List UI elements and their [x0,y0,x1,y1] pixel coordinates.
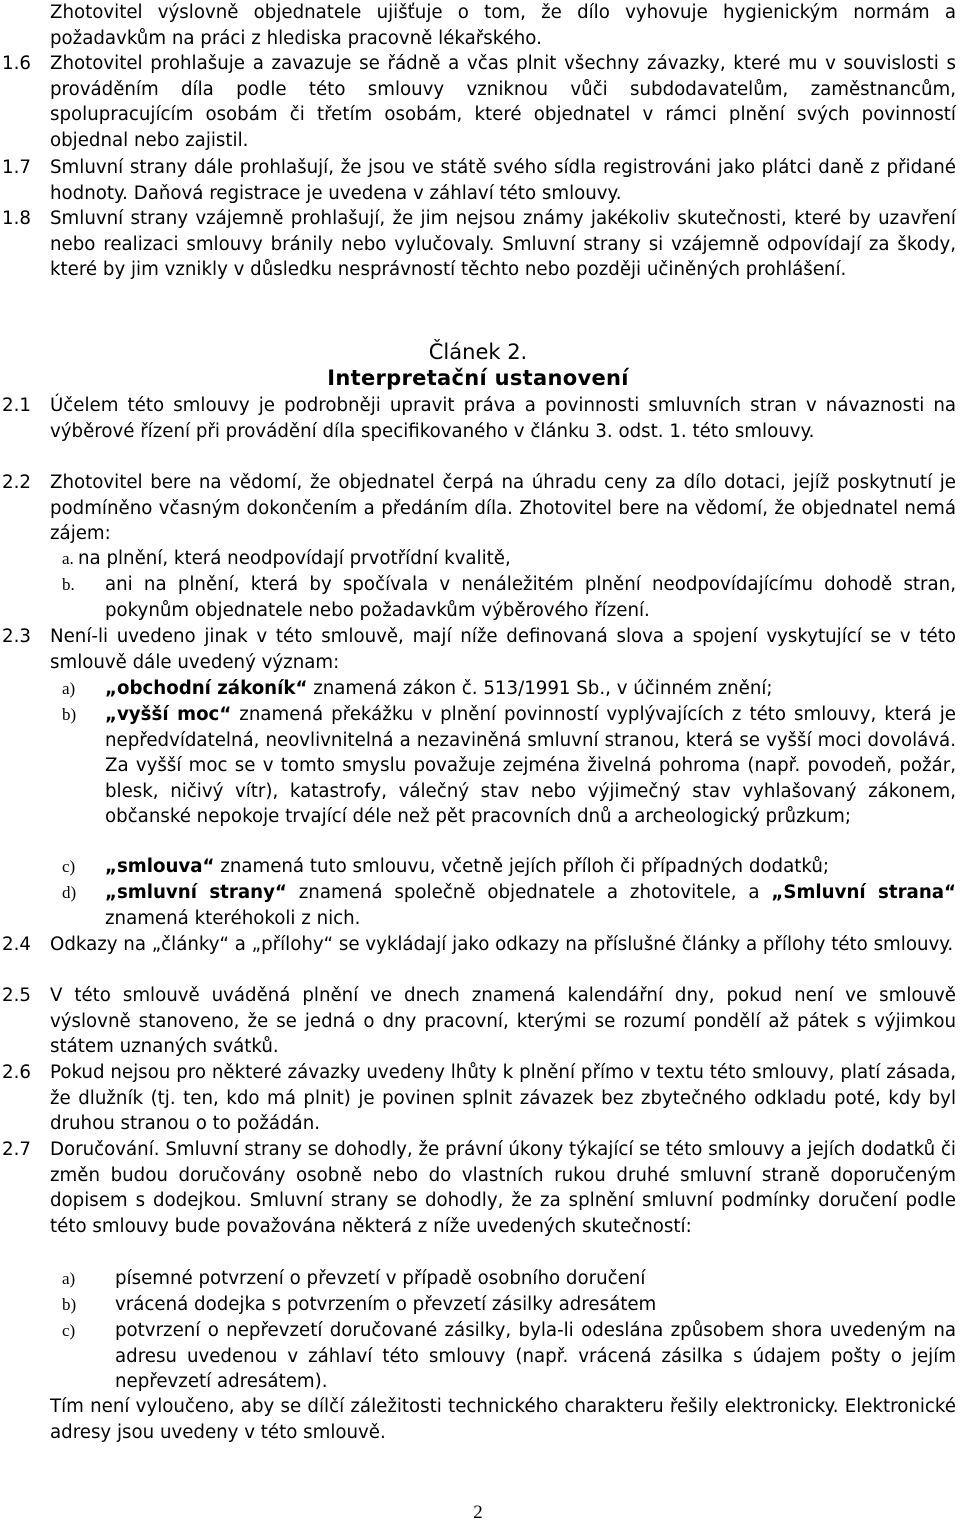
definition-text: znamená zákon č. 513/1991 Sb., v účinném znění; [307,678,773,699]
clause-number: 2.2 [2,472,31,493]
list-label: a. [62,549,74,568]
definition-text: znamená společně objednatele a zhotovitele, a [286,882,772,903]
list-label: b. [62,575,75,594]
list-label: c) [62,1321,76,1340]
list-label: b) [62,705,77,724]
list-item-text: ani na plnění, která by spočívala v nenáležitém plnění neodpovídajícímu dohodě stran, pokynům objednatele nebo požadavkům výběrového řízení. [105,574,956,621]
clause-closing-text: Tím není vyloučeno, aby se dílčí záležitosti technického charakteru řešily elektronicky. Elektronické adresy jsou uvedeny v této smlouvě. [50,1396,956,1443]
page-number: 2 [473,1502,483,1523]
clause-number: 1.8 [2,208,31,229]
article-subtitle: Interpretační ustanovení [327,366,629,390]
article-title: Článek 2. [428,340,528,364]
clause-number: 1.6 [2,53,31,74]
clause-text: Účelem této smlouvy je podrobněji upravit práva a povinnosti smluvních stran v návaznosti na výběrové řízení při provádění díla specifikovaného v článku 3. odst. 1. této smlouvy. [50,395,956,442]
list-label: c) [62,857,76,876]
definition-b [105,702,956,830]
clause-text: Zhotovitel bere na vědomí, že objednatel čerpá na úhradu ceny za dílo dotaci, jejíž poskytnutí je podmíněno včasným dokončením a předáním díla. Zhotovitel bere na vědomí, že objednatel nemá zájem: [50,472,956,544]
clause-text: Zhotovitel prohlašuje a zavazuje se řádně a včas plnit všechny závazky, které mu v souvislosti s prováděním díla podle této smlouvy vzniknou vůči subdodavatelům, zaměstnancům, spolupracujícím osobám či třetím osobám, které objednatel v rámci plnění svých povinností objednal nebo zajistil. [50,53,956,151]
clause-text: V této smlouvě uváděná plnění ve dnech znamená kalendářní dny, pokud není ve smlouvě výslovně stanoveno, že se jedná o dny pracovní, kterými se rozumí pondělí až pátek s výjimkou státem uznaných svátků. [50,985,956,1057]
clause-1-5-continuation: Zhotovitel výslovně objednatele ujišťuje o tom, že dílo vyhovuje hygienickým normám a požadavkům na práci z hlediska pracovně lékařského. [50,2,956,49]
defined-term: „smlouva“ [105,856,215,877]
clause-text: Pokud nejsou pro některé závazky uvedeny lhůty k plnění přímo v textu této smlouvy, platí zásada, že dlužník (tj. ten, kdo má plnit) je povinen splnit závazek bez zbytečného odkladu poté, kdy byl druhou stranou o to požádán. [50,1062,956,1134]
list-label: a) [62,1269,76,1288]
clause-number: 2.5 [2,985,31,1006]
definition-a [105,676,956,702]
clause-text: Doručování. Smluvní strany se dohodly, že právní úkony týkající se této smlouvy a jejích dodatků či změn budou doručovány osobně nebo do vlastních rukou druhé smluvní straně doporučeným dopisem s dodejkou. Smluvní strany se dohodly, že za splnění smluvní podmínky doručení podle této smlouvy bude považována některá z níže uvedených skutečností: [50,1139,956,1237]
list-label: d) [62,883,77,902]
list-item-text: písemné potvrzení o převzetí v případě osobního doručení [115,1268,646,1289]
defined-term: „Smluvní strana“ [771,882,956,903]
clause-text: Není-li uvedeno jinak v této smlouvě, mají níže definovaná slova a spojení vyskytující se v této smlouvě dále uvedený význam: [50,626,956,673]
list-label: a) [62,679,76,698]
clause-text: Smluvní strany dále prohlašují, že jsou ve státě svého sídla registrováni jako plátci daně z přidané hodnoty. Daňová registrace je uvedena v záhlaví této smlouvy. [50,157,956,204]
definition-text: znamená tuto smlouvu, včetně jejích příloh či případných dodatků; [214,856,829,877]
clause-number: 2.7 [2,1139,31,1160]
definition-c [105,854,956,880]
defined-term: „obchodní zákoník“ [105,678,308,699]
definition-text: znamená překážku v plnění povinností vyplývajících z této smlouvy, která je nepředvídatelná, neovlivnitelná a nezaviněná smluvní stranou, která se vyšší moci dovolává. Za vyšší moc se v tomto smyslu považuje zejména živelná pohroma (např. povodeň, požár, blesk, ničivý vítr), katastrofy, válečný stav nebo výjimečný stav vyhlašovaný zákonem, občanské nepokoje trvající déle než pět pracovních dnů a archeologický průzkum; [105,704,956,827]
clause-number: 1.7 [2,157,31,178]
defined-term: „smluvní strany“ [105,882,287,903]
definition-text: znamená kteréhokoli z nich. [105,907,361,929]
list-item-text: potvrzení o nepřevzetí doručované zásilky, byla-li odeslána způsobem shora uvedeným na adresu uvedenou v záhlaví této smlouvy (např. vrácená zásilka s údajem pošty o jejím nepřevzetí adresátem). [115,1320,956,1392]
list-item-text: na plnění, která neodpovídají prvotřídní kvalitě, [78,548,511,569]
clause-number: 2.1 [2,395,31,416]
clause-number: 2.4 [2,934,31,955]
clause-text: Smluvní strany vzájemně prohlašují, že jim nejsou známy jakékoliv skutečnosti, které by uzavření nebo realizaci smlouvy bránily nebo vylučovaly. Smluvní strany si vzájemně odpovídají za škody, které by jim vznikly v důsledku nesprávností těchto nebo později učiněných prohlášení. [50,208,956,280]
clause-number: 2.6 [2,1062,31,1083]
defined-term: „vyšší moc“ [105,704,232,725]
clause-text: Odkazy na „články“ a „přílohy“ se vykládají jako odkazy na příslušné články a přílohy této smlouvy. [50,934,954,955]
definition-d [105,880,956,931]
clause-number: 2.3 [2,626,31,647]
list-label: b) [62,1295,77,1314]
list-item-text: vrácená dodejka s potvrzením o převzetí zásilky adresátem [115,1294,657,1315]
